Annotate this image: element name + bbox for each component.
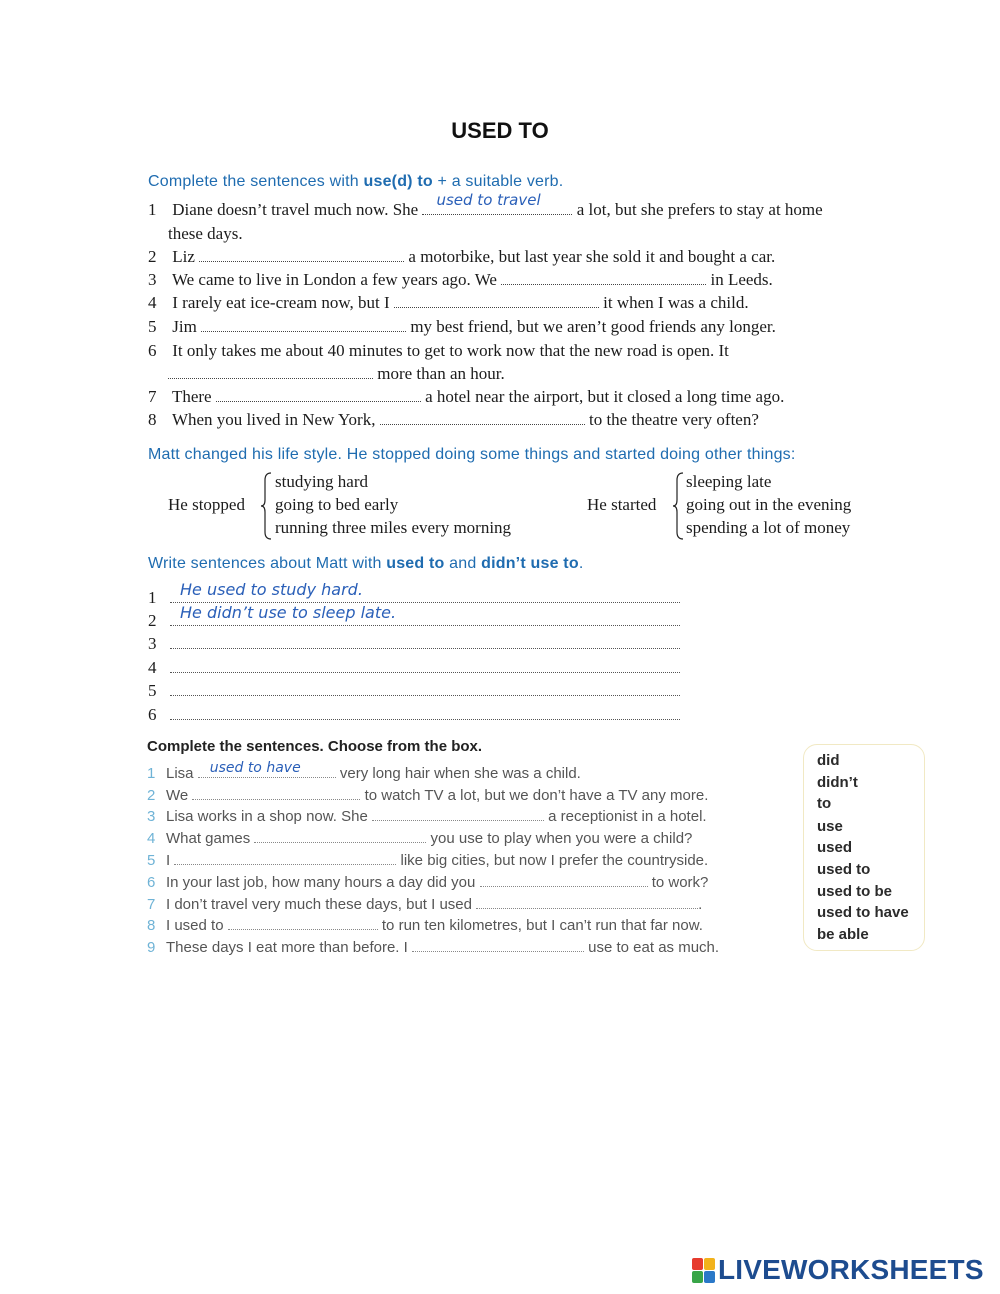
sentence-text: We (166, 787, 189, 804)
sentence-text: very long hair when she was a child. (339, 765, 581, 782)
exercise-item (148, 268, 773, 291)
answer-blank[interactable] (372, 807, 544, 821)
dotted-rule (170, 695, 680, 696)
heading-text: . (578, 555, 584, 572)
started-item: sleeping late (686, 472, 772, 491)
line-number: 1 (148, 588, 157, 607)
exercise-item (148, 245, 775, 268)
sentence-text: a receptionist in a hotel. (548, 808, 707, 825)
logo-text: LIVEWORKSHEETS (718, 1254, 984, 1285)
line-number: 4 (148, 658, 157, 677)
exercise-item (148, 385, 784, 408)
exercise-item-continuation (168, 222, 243, 245)
exercise-item (147, 807, 707, 827)
item-number: 6 (147, 874, 156, 891)
exercise-item-continuation (168, 362, 505, 385)
exercise-item (147, 851, 708, 871)
box-word: to (817, 795, 832, 812)
sentence-text: When you lived in New York, (171, 410, 376, 429)
sentence-text: a lot, but she prefers to stay at home (576, 200, 823, 219)
handwritten-answer: used to travel (436, 191, 541, 209)
handwritten-answer: He used to study hard. (180, 580, 363, 599)
box-word: didn’t (817, 774, 858, 791)
exercise-item (147, 829, 692, 849)
sentence-text: Lisa (166, 765, 194, 782)
item-number: 2 (147, 787, 156, 804)
answer-blank[interactable] (394, 292, 599, 308)
stopped-item: running three miles every morning (275, 518, 512, 537)
started-item: going out in the evening (686, 495, 852, 514)
word-box (803, 744, 925, 951)
answer-blank[interactable] (480, 873, 648, 887)
line-number: 6 (148, 705, 157, 724)
sentence-text: What games (166, 830, 251, 847)
write-sentences-heading (148, 555, 583, 573)
sentence-text: There (171, 387, 212, 406)
sentence-text: a hotel near the airport, but it closed a long time ago. (425, 387, 785, 406)
sentence-text: Diane doesn’t travel much now. She (172, 200, 419, 219)
left-brace-icon (673, 472, 685, 540)
item-number: 5 (148, 317, 157, 336)
exercise-item (148, 408, 759, 431)
sentence-text: I rarely eat ice-cream now, but I (172, 293, 390, 312)
answer-blank[interactable] (201, 316, 406, 332)
item-number: 1 (148, 200, 157, 219)
line-number: 5 (148, 681, 157, 700)
exercise-item (148, 339, 729, 362)
sentence-text: Liz (172, 247, 195, 266)
sentence-text: to run ten kilometres, but I can’t run that far now. (381, 917, 703, 934)
answer-blank[interactable] (228, 916, 378, 930)
sentence-text: Lisa works in a shop now. She (166, 808, 368, 825)
item-number: 7 (147, 896, 156, 913)
item-number: 6 (148, 341, 157, 360)
item-number: 4 (147, 830, 156, 847)
sentence-text: to watch TV a lot, but we don’t have a TV any more. (364, 787, 709, 804)
liveworksheets-logo[interactable] (692, 1253, 984, 1287)
heading-bold: used to (386, 555, 445, 572)
box-word: used (817, 839, 853, 856)
item-number: 2 (148, 247, 157, 266)
sentence-text: more than an hour. (377, 364, 505, 383)
heading-text: and (444, 555, 482, 572)
answer-blank[interactable] (501, 269, 706, 285)
sentence-text: use to eat as much. (588, 939, 720, 956)
sentence-text: to work? (651, 874, 709, 891)
exercise-item (148, 191, 823, 221)
dotted-rule (170, 719, 680, 720)
exercise-item (147, 938, 719, 958)
sentence-text: . (698, 896, 703, 913)
sentence-text: It only takes me about 40 minutes to get to work now that the new road is open. It (172, 341, 729, 360)
dotted-rule (170, 672, 680, 673)
sentence-text: to the theatre very often? (588, 410, 759, 429)
heading-text: Complete the sentences with (148, 173, 364, 190)
item-number: 8 (148, 410, 157, 429)
answer-blank[interactable] (254, 829, 426, 843)
answer-blank[interactable] (380, 409, 585, 425)
item-number: 1 (147, 765, 156, 782)
stopped-item: studying hard (275, 472, 369, 491)
item-number: 9 (147, 939, 156, 956)
left-brace-icon (261, 472, 273, 540)
answer-blank[interactable] (199, 246, 404, 262)
logo-mark-icon (692, 1258, 714, 1282)
started-label: He started (587, 495, 657, 514)
answer-blank[interactable] (174, 851, 396, 865)
answer-blank[interactable] (192, 786, 360, 800)
exercise-item (148, 315, 776, 338)
box-word: used to (817, 861, 871, 878)
answer-blank[interactable] (168, 363, 373, 379)
handwritten-answer: used to have (209, 760, 301, 776)
answer-blank[interactable] (216, 386, 421, 402)
answer-blank[interactable] (198, 760, 336, 778)
sentence-text: it when I was a child. (603, 293, 749, 312)
exercise-item (147, 760, 581, 784)
sentence-text: in Leeds. (710, 270, 773, 289)
answer-blank[interactable] (476, 895, 698, 909)
answer-blank[interactable] (422, 191, 572, 215)
item-number: 8 (147, 917, 156, 934)
exercise-item (147, 916, 703, 936)
sentence-text: Jim (172, 317, 197, 336)
line-number: 3 (148, 634, 157, 653)
answer-blank[interactable] (412, 938, 584, 952)
box-word: use (817, 818, 843, 835)
sentence-text: my best friend, but we aren’t good friends any longer. (410, 317, 776, 336)
item-number: 3 (147, 808, 156, 825)
started-group (587, 470, 887, 542)
section3-heading: Complete the sentences. Choose from the box. (147, 738, 483, 755)
exercise-item (147, 895, 702, 915)
sentence-text: like big cities, but now I prefer the countryside. (400, 852, 709, 869)
stopped-group (168, 470, 568, 542)
handwritten-answer: He didn’t use to sleep late. (180, 603, 397, 622)
box-word: used to be (817, 883, 893, 900)
heading-bold: use(d) to (363, 173, 433, 190)
sentence-text: I used to (166, 917, 224, 934)
heading-bold: didn’t use to (481, 555, 579, 572)
started-item: spending a lot of money (686, 518, 851, 537)
sentence-text: I (166, 852, 171, 869)
line-number: 2 (148, 611, 157, 630)
sentence-text: these days. (168, 224, 243, 243)
exercise-item (148, 291, 749, 314)
heading-text: Write sentences about Matt with (148, 555, 387, 572)
sentence-text: These days I eat more than before. I (166, 939, 408, 956)
sentence-text: In your last job, how many hours a day did you (166, 874, 476, 891)
section2-heading: Matt changed his life style. He stopped doing some things and started doing other things: (148, 446, 796, 463)
exercise-item (147, 786, 708, 806)
exercise-item (147, 873, 708, 893)
box-word: be able (817, 926, 869, 943)
dotted-rule (170, 625, 680, 626)
stopped-item: going to bed early (275, 495, 399, 514)
sentence-text: I don’t travel very much these days, but I used (166, 896, 472, 913)
item-number: 7 (148, 387, 157, 406)
heading-text: + a suitable verb. (432, 173, 564, 190)
item-number: 5 (147, 852, 156, 869)
item-number: 4 (148, 293, 157, 312)
sentence-text: you use to play when you were a child? (430, 830, 693, 847)
stopped-label: He stopped (168, 495, 245, 514)
page-title: USED TO (451, 118, 549, 143)
sentence-text: We came to live in London a few years ago. We (171, 270, 497, 289)
item-number: 3 (148, 270, 157, 289)
dotted-rule (170, 648, 680, 649)
box-word: used to have (817, 904, 909, 921)
box-word: did (817, 752, 840, 769)
sentence-text: a motorbike, but last year she sold it and bought a car. (408, 247, 776, 266)
